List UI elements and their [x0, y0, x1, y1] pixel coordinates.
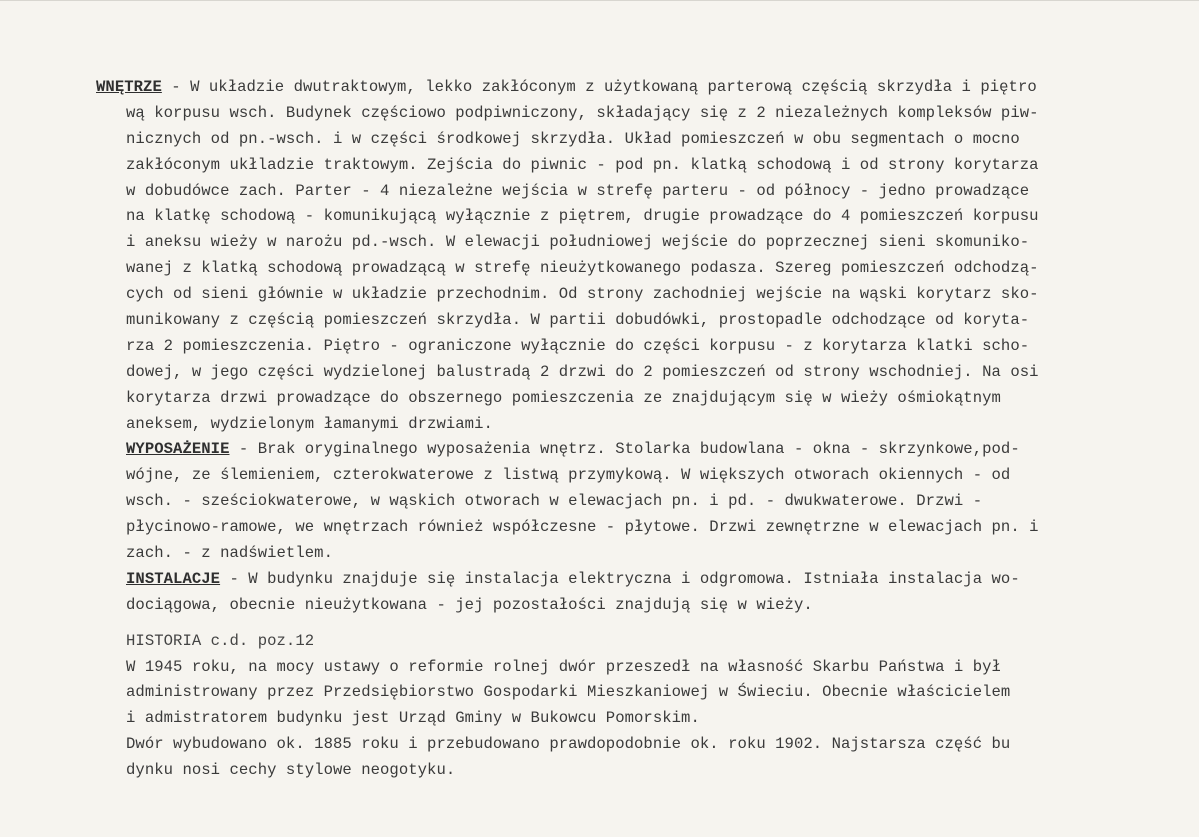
section-gap	[96, 619, 1126, 629]
wnetrze-line: na klatkę schodową - komunikującą wyłącznie z piętrem, drugie prowadzące do 4 pomieszczeń korpusu	[126, 207, 1039, 226]
historia-line: i admistratorem budynku jest Urząd Gminy w Bukowcu Pomorskim.	[126, 709, 700, 728]
wyposazenie-line: wójne, ze ślemieniem, czterokwaterowe z listwą przymykową. W większych otworach okiennych - od	[126, 466, 1011, 485]
wyposazenie-line: płycinowo-ramowe, we wnętrzach również współczesne - płytowe. Drzwi zewnętrzne w elewacjach pn. i	[126, 518, 1039, 537]
document-text	[96, 75, 1126, 784]
wnetrze-line: w dobudówce zach. Parter - 4 niezależne wejścia w strefę parteru - od północy - jedno prowadzące	[126, 181, 1030, 200]
historia-line: administrowany przez Przedsiębiorstwo Gospodarki Mieszkaniowej w Świeciu. Obecnie właścicielem	[126, 683, 1011, 702]
wnetrze-line: nicznych od pn.-wsch. i w części środkowej skrzydła. Układ pomieszczeń w obu segmentach o mocno	[126, 129, 1020, 148]
wnetrze-line: munikowany z częścią pomieszczeń skrzydła. W partii dobudówki, prostopadle odchodzące od koryta-	[126, 311, 1030, 330]
historia-heading: HISTORIA c.d. poz.12	[126, 631, 315, 650]
wnetrze-line-1	[96, 75, 1126, 101]
instalacje-line: dociągowa, obecnie nieużytkowana - jej pozostałości znajdują się w wieży.	[126, 595, 813, 614]
historia-line: W 1945 roku, na mocy ustawy o reformie rolnej dwór przeszedł na własność Skarbu Państwa i był	[126, 657, 1001, 676]
instalacje-line-1	[96, 567, 1126, 593]
wnetrze-line: cych od sieni głównie w układzie przechodnim. Od strony zachodniej wejście na wąski korytarz sko-	[126, 285, 1039, 304]
wnetrze-line: i aneksu wieży w narożu pd.-wsch. W elewacji południowej wejście do poprzecznej sieni skomuniko-	[126, 233, 1030, 252]
wyposazenie-line: zach. - z nadświetlem.	[126, 544, 333, 563]
wyposazenie-label: WYPOSAŻENIE	[126, 440, 230, 459]
wnetrze-line: rza 2 pomieszczenia. Piętro - ograniczone wyłącznie do części korpusu - z korytarza klatki scho-	[126, 336, 1030, 355]
historia-line: Dwór wybudowano ok. 1885 roku i przebudowano prawdopodobnie ok. roku 1902. Najstarsza część bu	[126, 735, 1011, 754]
historia-line: dynku nosi cechy stylowe neogotyku.	[126, 761, 456, 780]
instalacje-label: INSTALACJE	[126, 569, 221, 588]
wnetrze-text: - W układzie dwutraktowym, lekko zakłóconym z użytkowaną parterową częścią skrzydła i piętro	[161, 78, 1037, 96]
wnetrze-line: dowej, w jego części wydzielonej balustradą 2 drzwi do 2 pomieszczeń od strony wschodniej. Na osi	[126, 362, 1039, 381]
wnetrze-line: korytarza drzwi prowadzące do obszernego pomieszczenia ze znajdującym się w wieży ośmiokątnym	[126, 388, 1001, 407]
wnetrze-line: zakłóconym ukłladzie traktowym. Zejścia do piwnic - pod pn. klatką schodową i od strony korytarza	[126, 155, 1039, 174]
wnetrze-line: aneksem, wydzielonym łamanymi drzwiami.	[126, 414, 493, 433]
wnetrze-line: wą korpusu wsch. Budynek częściowo podpiwniczony, składający się z 2 niezależnych kompleksów piw-	[126, 103, 1039, 122]
instalacje-text: - W budynku znajduje się instalacja elektryczna i odgromowa. Istniała instalacja wo-	[220, 569, 1020, 588]
wyposazenie-line: wsch. - sześciokwaterowe, w wąskich otworach w elewacjach pn. i pd. - dwukwaterowe. Drzwi -	[126, 492, 983, 511]
wyposazenie-text: - Brak oryginalnego wyposażenia wnętrz. Stolarka budowlana - okna - skrzynkowe,pod-	[229, 440, 1020, 459]
wyposazenie-line-1	[96, 437, 1126, 463]
wnetrze-label: WNĘTRZE	[96, 78, 162, 96]
wnetrze-line: wanej z klatką schodową prowadzącą w strefę nieużytkowanego podasza. Szereg pomieszczeń odchodzą-	[126, 259, 1039, 278]
